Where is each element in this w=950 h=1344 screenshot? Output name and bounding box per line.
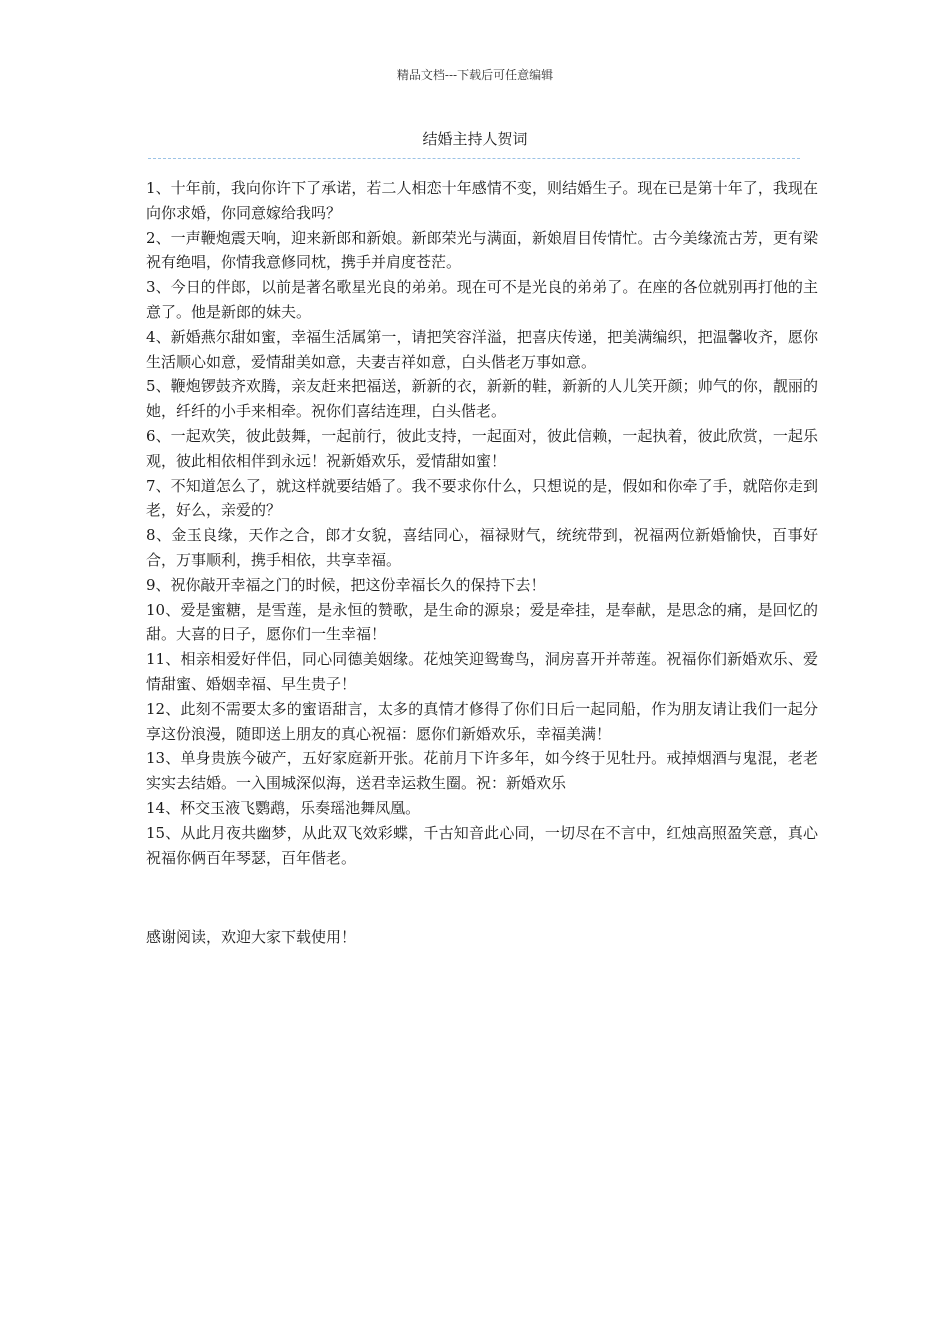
paragraph-13: 13、单身贵族今破产，五好家庭新开张。花前月下许多年，如今终于见牡丹。戒掉烟酒与鬼混，老老实实去结婚。一入围城深似海，送君幸运救生圈。祝：新婚欢乐 <box>146 749 818 793</box>
paragraph-8: 8、金玉良缘，天作之合，郎才女貌，喜结同心，福禄财气，统统带到，祝福两位新婚愉快，百事好合，万事顺利，携手相依，共享幸福。 <box>146 526 818 569</box>
paragraph-4: 4、新婚燕尔甜如蜜，幸福生活属第一，请把笑容洋溢，把喜庆传递，把美满编织，把温馨收齐，愿你生活顺心如意，爱情甜美如意，夫妻吉祥如意，白头偕老万事如意。 <box>146 327 818 371</box>
paragraph-11: 11、相亲相爱好伴侣，同心同德美姻缘。花烛笑迎鸳鸯鸟，洞房喜开并蒂莲。祝福你们新婚欢乐、爱情甜蜜、婚姻幸福、早生贵子！ <box>146 650 818 693</box>
paragraph-1: 1、十年前，我向你许下了承诺，若二人相恋十年感情不变，则结婚生子。现在已是第十年了，我现在向你求婚，你同意嫁给我吗？ <box>146 179 818 222</box>
paragraph-5: 5、鞭炮锣鼓齐欢腾，亲友赶来把福送，新新的衣，新新的鞋，新新的人儿笑开颜；帅气的你，靓丽的她，纤纤的小手来相牵。祝你们喜结连理，白头偕老。 <box>146 377 818 421</box>
paragraph-7: 7、不知道怎么了，就这样就要结婚了。我不要求你什么，只想说的是，假如和你牵了手，就陪你走到老，好么，亲爱的？ <box>146 476 818 520</box>
closing-note: 感谢阅读，欢迎大家下载使用！ <box>146 928 357 946</box>
paragraph-3: 3、今日的伴郎，以前是著名歌星光良的弟弟。现在可不是光良的弟弟了。在座的各位就别再打他的主意了。他是新郎的妹夫。 <box>146 278 818 321</box>
document-title: 结婚主持人贺词 <box>422 130 528 148</box>
paragraph-14: 14、杯交玉液飞鹦鹉，乐奏瑶池舞凤凰。 <box>146 798 421 817</box>
paragraph-2: 2、一声鞭炮震天响，迎来新郎和新娘。新郎荣光与满面，新娘眉目传情忙。古今美缘流古芳，更有梁祝有绝唱，你情我意修同枕，携手并肩度苍茫。 <box>146 228 818 272</box>
header-note: 精品文档---下载后可任意编辑 <box>396 68 554 82</box>
paragraph-15: 15、从此月夜共幽梦，从此双飞效彩蝶，千古知音此心同，一切尽在不言中，红烛高照盈笑意，真心祝福你俩百年琴瑟，百年偕老。 <box>146 823 818 867</box>
paragraph-10: 10、爱是蜜糖，是雪莲，是永恒的赞歌，是生命的源泉；爱是牵挂，是奉献，是思念的痛，是回忆的甜。大喜的日子，愿你们一生幸福！ <box>146 600 818 644</box>
paragraph-9: 9、祝你敲开幸福之门的时候，把这份幸福长久的保持下去！ <box>146 575 546 594</box>
paragraph-12: 12、此刻不需要太多的蜜语甜言，太多的真情才修得了你们日后一起同船，作为朋友请让我们一起分享这份浪漫，随即送上朋友的真心祝福：愿你们新婚欢乐，幸福美满！ <box>146 699 818 743</box>
paragraph-6: 6、一起欢笑，彼此鼓舞，一起前行，彼此支持，一起面对，彼此信赖，一起执着，彼此欣赏，一起乐观，彼此相依相伴到永远！祝新婚欢乐，爱情甜如蜜！ <box>146 426 818 470</box>
document-body <box>146 176 818 870</box>
title-divider <box>148 158 800 159</box>
